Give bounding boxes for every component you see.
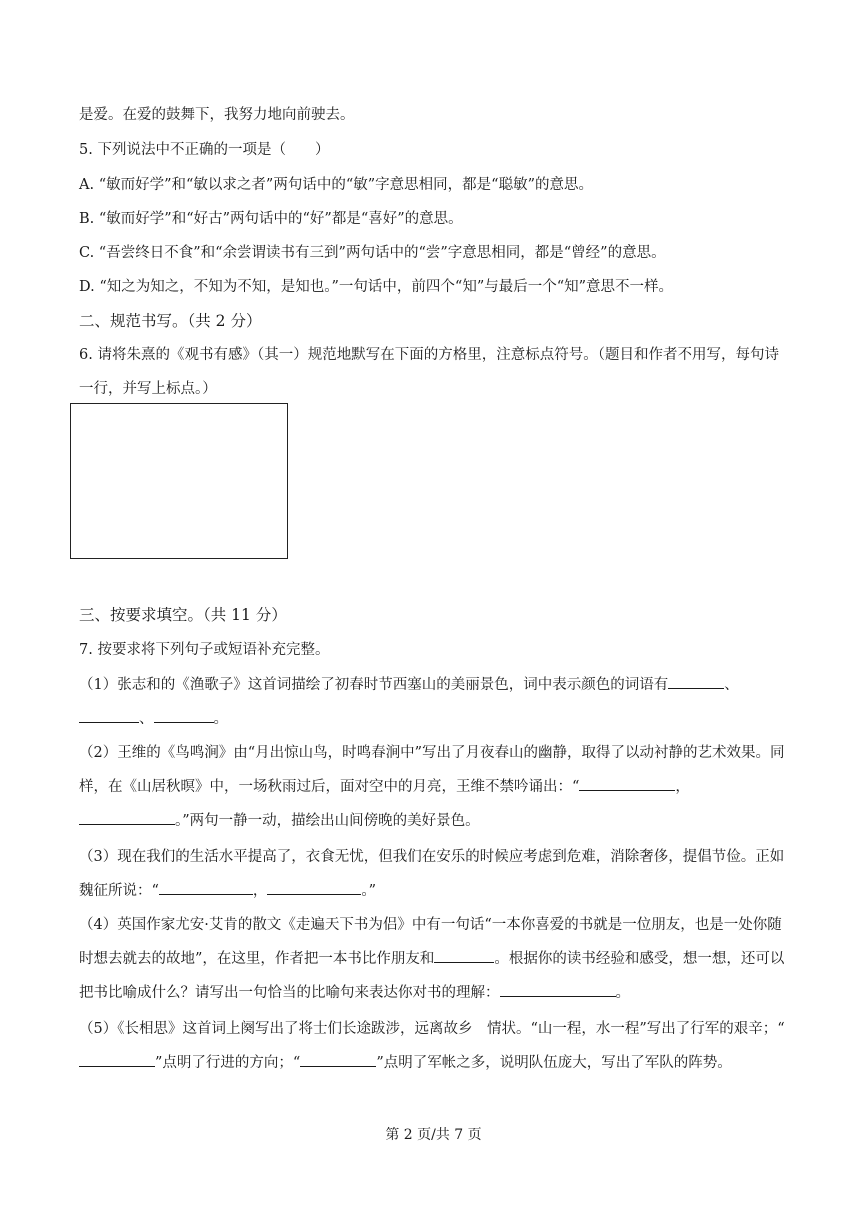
answer-blank[interactable] <box>79 1050 155 1067</box>
question-6-text: 6. 请将朱熹的《观书有感》（其一）规范地默写在下面的方格里，注意标点符号。（题目和作者不用写，每句诗一行，并写上标点。） <box>79 347 779 397</box>
part-2-end: 。”两句一静一动，描绘出山间傍晚的美好景色。 <box>175 813 480 829</box>
question-7-stem: 7. 按要求将下列句子或短语补充完整。 <box>79 642 330 658</box>
answer-blank[interactable] <box>579 774 675 791</box>
part-4-end: 。 <box>615 985 630 1001</box>
answer-writing-box[interactable] <box>70 403 288 559</box>
part-4-text-2: 。根据你的读书经验和感受，想一想，还可以把书比喻成什么？请写出一句恰当的比喻句来表达你对书的理解： <box>79 951 785 1001</box>
question-7-part-3 <box>79 840 791 908</box>
question-7-part-1 <box>79 668 791 736</box>
paragraph-intro-tail: 是爱。在爱的鼓舞下，我努力地向前驶去。 <box>79 107 355 123</box>
question-5-stem: 5. 下列说法中不正确的一项是（ ） <box>79 142 330 158</box>
question-5-option-b: B. “敏而好学”和“好古”两句话中的“好”都是“喜好”的意思。 <box>79 211 463 227</box>
answer-blank[interactable] <box>267 878 361 895</box>
part-2-text: （2）王维的《鸟鸣涧》由“月出惊山鸟，时鸣春涧中”写出了月夜春山的幽静，取得了以动衬静的艺术效果。同样，在《山居秋暝》中，一场秋雨过后，面对空中的月亮，王维不禁吟诵出：“ <box>79 745 785 795</box>
answer-blank[interactable] <box>159 878 253 895</box>
question-5-option-c: C. “吾尝终日不食”和“余尝谓读书有三到”两句话中的“尝”字意思相同，都是“曾经”的意思。 <box>79 245 666 261</box>
part-3-separator: ， <box>252 883 268 899</box>
part-2-separator: ， <box>675 779 690 795</box>
part-4-text: （4）英国作家尤安·艾肯的散文《走遍天下书为侣》中有一句话“一本你喜爱的书就是一位朋友，也是一处你随时想去就去的故地”，在这里，作者把一本书比作朋友和 <box>79 917 782 967</box>
part-5-text-2: ”点明了行进的方向；“ <box>155 1055 301 1071</box>
page-footer: 第 2 页/共 7 页 <box>385 1127 482 1143</box>
question-5-option-a: A. “敏而好学”和“敏以求之者”两句话中的“敏”字意思相同，都是“聪敏”的意思。 <box>79 177 593 193</box>
question-5-option-d: D. “知之为知之，不知为不知，是知也。”一句话中，前四个“知”与最后一个“知”意思不一样。 <box>79 279 674 295</box>
part-5-text: （5）《长相思》这首词上阕写出了将士们长途跋涉，远离故乡 情状。“山一程，水一程”写出了行军的艰辛；“ <box>79 1021 785 1037</box>
section-2-heading: 二、规范书写。（共 2 分） <box>79 312 262 330</box>
part-1-separator: 、 <box>724 677 739 693</box>
answer-blank[interactable] <box>434 946 494 963</box>
answer-blank[interactable] <box>154 706 214 723</box>
answer-blank[interactable] <box>79 706 139 723</box>
part-3-end: 。” <box>361 883 377 899</box>
question-7-part-5 <box>79 1012 791 1080</box>
section-3-heading: 三、按要求填空。（共 11 分） <box>79 606 287 624</box>
part-3-text: （3）现在我们的生活水平提高了，衣食无忧，但我们在安乐的时候应考虑到危难，消除奢侈，提倡节俭。正如魏征所说：“ <box>79 849 785 899</box>
answer-blank[interactable] <box>79 808 175 825</box>
answer-blank[interactable] <box>668 672 724 689</box>
question-7-part-2 <box>79 736 791 838</box>
part-1-separator: 、 <box>139 711 154 727</box>
part-1-end: 。 <box>213 711 228 727</box>
part-1-text: （1）张志和的《渔歌子》这首词描绘了初春时节西塞山的美丽景色，词中表示颜色的词语有 <box>79 677 669 693</box>
question-7-part-4 <box>79 908 791 1010</box>
answer-blank[interactable] <box>500 980 616 997</box>
part-5-end: ”点明了军帐之多，说明队伍庞大，写出了军队的阵势。 <box>376 1055 732 1071</box>
answer-blank[interactable] <box>300 1050 376 1067</box>
